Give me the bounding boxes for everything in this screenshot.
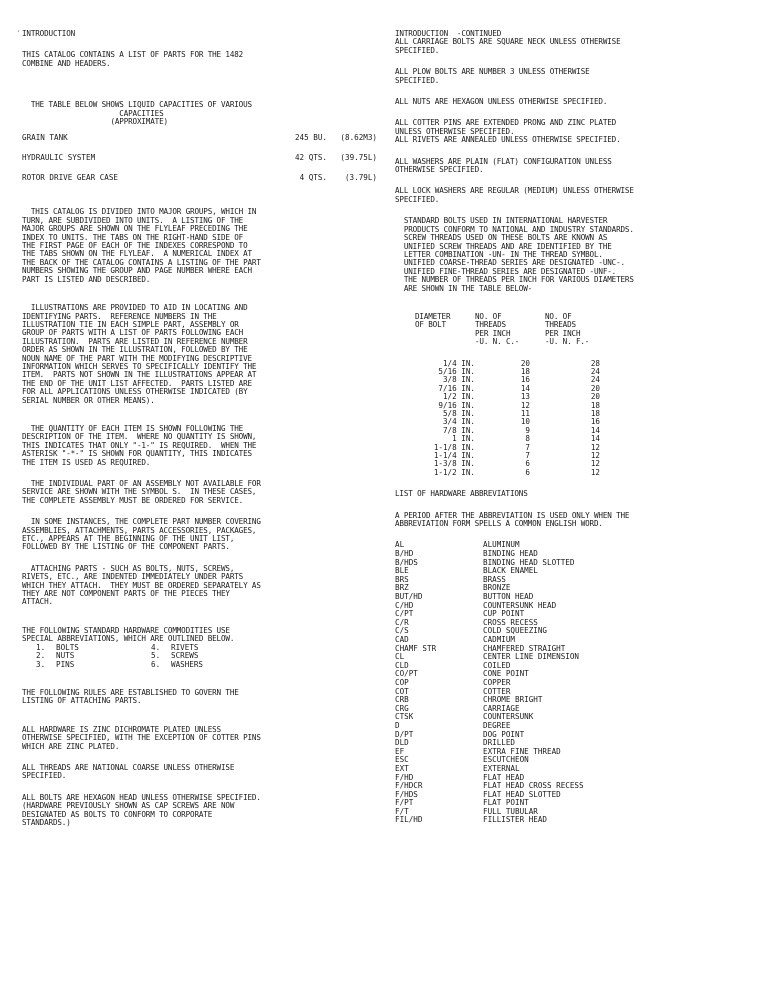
thread-diameter: 3/8 IN. — [442, 375, 475, 385]
abbreviation-meaning: EXTRA FINE THREAD — [483, 746, 561, 756]
abbreviation-meaning: CADMIUM — [483, 635, 516, 644]
capacity-qty: 42 QTS. — [294, 153, 327, 163]
left-column — [22, 30, 377, 827]
abbreviation-code: F/HD — [395, 772, 414, 782]
thread-unc: 20 — [520, 358, 530, 368]
complete-part-paragraph: IN SOME INSTANCES, THE COMPLETE PART NUMBER COVERING ASSEMBLIES, ATTACHMENTS, PARTS ACCESSORIES, PACKAGES, ETC., APPEARS AT THE BEGINNING OF THE UNIT LIST, FOLLOWED BY THE LISTING OF THE COMPONENT PARTS. — [22, 517, 261, 552]
commodity-name: NUTS — [56, 651, 75, 661]
thread-unc: 13 — [520, 392, 530, 402]
thread-unf: 18 — [590, 409, 600, 418]
abbreviation-code: AL — [395, 540, 405, 550]
abbreviation-meaning: FULL TUBULAR — [483, 806, 538, 816]
abbreviation-code: EXT — [395, 763, 409, 773]
abbreviation-code: F/PT — [395, 798, 414, 808]
thread-diameter: 7/16 IN. — [438, 383, 475, 393]
commodity-number: 3. — [36, 659, 46, 669]
abbreviation-code: BUT/HD — [395, 592, 423, 602]
thread-unc: 7 — [525, 451, 530, 461]
abbreviation-meaning: BRONZE — [483, 583, 511, 593]
abbreviation-code: C/R — [395, 617, 409, 627]
thread-unf: 12 — [590, 451, 600, 461]
intro-heading: ' INTRODUCTION — [22, 30, 377, 38]
abbreviation-code: EF — [395, 746, 405, 756]
abbreviation-code: BRS — [395, 574, 409, 584]
nuts-rule: ALL NUTS ARE HEXAGON UNLESS OTHERWISE SPECIFIED. — [395, 97, 608, 107]
thread-diameter: 1-1/4 IN. — [433, 451, 475, 461]
hardware-commodities-paragraph: THE FOLLOWING STANDARD HARDWARE COMMODITIES USE SPECIAL ABBREVIATIONS, WHICH ARE OUTLINED BELOW. — [22, 625, 235, 644]
commodity-name: BOLTS — [56, 642, 79, 652]
thread-diameter: 7/8 IN. — [442, 425, 475, 435]
commodity-name: PINS — [56, 659, 75, 669]
abbreviation-code: D — [395, 720, 400, 730]
thread-diameter: 3/4 IN. — [442, 417, 475, 427]
zinc-plating-rule: ALL HARDWARE IS ZINC DICHROMATE PLATED UNLESS OTHERWISE SPECIFIED, WITH THE EXCEPTION OF COTTER PINS WHICH ARE ZINC PLATED. — [22, 724, 261, 751]
thread-unc: 6 — [525, 467, 530, 477]
abbreviation-code: D/PT — [395, 729, 414, 739]
abbreviation-code: BRZ — [395, 583, 409, 593]
abbreviation-meaning: BINDING HEAD — [483, 549, 538, 559]
thread-unf: 14 — [590, 434, 600, 444]
standard-bolts-paragraph: STANDARD BOLTS USED IN INTERNATIONAL HARVESTER PRODUCTS CONFORM TO NATIONAL AND INDUSTRY STANDARDS. SCREW THREADS USED ON THESE BOLTS ARE KNOWN AS UNIFIED SCREW THREADS AND ARE IDENTIFIED BY THE LETTER COMBINATION -UN- IN THE THREAD SYMBOL. UNIFIED COARSE-THREAD SERIES ARE DESIGNATED -UNC-. UNIFIED FINE-THREAD SERIES ARE DESIGNATED -UNF-. THE NUMBER OF THREADS PER INCH FOR VARIOUS DIAMETERS ARE SHOWN IN THE TABLE BELOW- — [403, 216, 634, 293]
commodity-number: 1. — [36, 642, 46, 652]
lock-washers-rule: ALL LOCK WASHERS ARE REGULAR (MEDIUM) UNLESS OTHERWISE SPECIFIED. — [395, 186, 634, 204]
abbreviation-meaning: EXTERNAL — [483, 763, 520, 773]
abbreviation-meaning: DOG POINT — [483, 729, 525, 739]
plow-bolts-rule: ALL PLOW BOLTS ARE NUMBER 3 UNLESS OTHERWISE SPECIFIED. — [395, 67, 590, 85]
abbreviations-note: A PERIOD AFTER THE ABBREVIATION IS USED ONLY WHEN THE ABBREVIATION FORM SPELLS A COMMON ENGLISH WORD. — [395, 510, 630, 529]
intro-paragraph-1: THIS CATALOG CONTAINS A LIST OF PARTS FOR THE 1482 COMBINE AND HEADERS. — [22, 50, 244, 68]
commodities-list — [36, 644, 377, 669]
abbreviation-meaning: FLAT HEAD CROSS RECESS — [483, 781, 584, 791]
commodity-name: WASHERS — [171, 659, 204, 669]
capacity-metric: (39.75L) — [340, 153, 377, 163]
capacity-name: HYDRAULIC SYSTEM — [22, 153, 96, 163]
capacity-name: ROTOR DRIVE GEAR CASE — [22, 173, 119, 183]
thread-unc: 12 — [520, 400, 530, 410]
abbreviation-meaning: CROSS RECESS — [483, 617, 538, 627]
abbreviation-meaning: BRASS — [483, 574, 506, 584]
abbreviation-code: CHAMF STR — [395, 643, 437, 653]
attaching-parts-paragraph: ATTACHING PARTS - SUCH AS BOLTS, NUTS, SCREWS, RIVETS, ETC., ARE INDENTED IMMEDIATELY UNDER PARTS WHICH THEY ATTACH. THEY MUST BE ORDERED SEPARATELY AS THEY ARE NOT COMPONENT PARTS OF THE PIECES THEY ATTACH. — [22, 563, 261, 607]
thread-unf: 18 — [590, 400, 600, 410]
abbreviation-meaning: CHAMFERED STRAIGHT — [483, 643, 566, 653]
abbreviation-meaning: CHROME BRIGHT — [483, 695, 543, 705]
capacity-qty: 4 QTS. — [299, 173, 327, 183]
abbreviation-meaning: FLAT HEAD SLOTTED — [483, 789, 561, 799]
abbreviation-meaning: COUNTERSUNK — [483, 712, 534, 722]
catalog-division-paragraph: THIS CATALOG IS DIVIDED INTO MAJOR GROUPS, WHICH IN TURN, ARE SUBDIVIDED INTO UNITS. A LISTING OF THE MAJOR GROUPS ARE SHOWN ON THE FLYLEAF PRECEDING THE INDEX TO UNITS. THE TABS ON THE RIGHT-HAND SIDE OF THE FIRST PAGE OF EACH OF THE INDEXES CORRESPOND TO THE TABS SHOWN ON THE FLYLEAF. A NUMERICAL INDEX AT THE BACK OF THE CATALOG CONTAINS A LISTING OF THE PART NUMBERS SHOWING THE GROUP AND PAGE NUMBER WHERE EACH PART IS LISTED AND DESCRIBED. — [22, 207, 261, 284]
thread-unc: 11 — [520, 409, 530, 418]
abbreviation-code: F/HDS — [395, 789, 418, 799]
diameter-column-header: DIAMETER OF BOLT — [415, 311, 451, 330]
thread-unf: 12 — [590, 467, 600, 477]
thread-unc: 9 — [525, 425, 530, 435]
abbreviation-code: C/HD — [395, 600, 414, 610]
thread-unc: 18 — [520, 366, 530, 376]
abbreviation-meaning: ALUMINUM — [483, 540, 520, 550]
thread-unc: 8 — [525, 434, 530, 444]
thread-diameter: 1-1/2 IN. — [433, 467, 475, 477]
abbreviation-code: FIL/HD — [395, 815, 423, 825]
abbreviation-code: BLE — [395, 566, 409, 576]
thread-diameter: 5/16 IN. — [438, 366, 475, 376]
abbreviation-code: C/S — [395, 626, 409, 636]
thread-diameter: 1-3/8 IN. — [433, 459, 475, 469]
thread-unf: 24 — [590, 366, 600, 376]
capacity-name: GRAIN TANK — [22, 133, 68, 143]
abbreviation-code: ESC — [395, 755, 409, 765]
thread-unc: 7 — [525, 442, 530, 452]
abbreviation-meaning: CONE POINT — [483, 669, 529, 679]
abbreviation-code: CLD — [395, 660, 409, 670]
intro-continued-paragraph: INTRODUCTION -CONTINUED ALL CARRIAGE BOLTS ARE SQUARE NECK UNLESS OTHERWISE SPECIFIED. — [395, 29, 621, 55]
capacity-metric: (8.62M3) — [340, 133, 377, 143]
abbreviation-meaning: CUP POINT — [483, 609, 525, 619]
abbreviation-meaning: COLD SQUEEZING — [483, 626, 548, 636]
capacity-row — [22, 154, 377, 168]
abbreviation-code: CRG — [395, 703, 409, 713]
thread-diameter: 1/2 IN. — [442, 392, 475, 402]
abbreviation-code: C/PT — [395, 609, 414, 619]
thread-unc: 6 — [525, 459, 530, 469]
abbreviation-meaning: COILED — [483, 660, 511, 670]
rules-paragraph: THE FOLLOWING RULES ARE ESTABLISHED TO GOVERN THE LISTING OF ATTACHING PARTS. — [22, 687, 239, 706]
thread-diameter: 5/8 IN. — [442, 409, 475, 418]
individual-part-paragraph: THE INDIVIDUAL PART OF AN ASSEMBLY NOT AVAILABLE FOR SERVICE ARE SHOWN WITH THE SYMBOL S. IN THESE CASES, THE COMPLETE ASSEMBLY MUST BE ORDERED FOR SERVICE. — [22, 479, 261, 505]
abbreviation-meaning: CENTER LINE DIMENSION — [483, 652, 580, 662]
washers-rule: ALL WASHERS ARE PLAIN (FLAT) CONFIGURATION UNLESS OTHERWISE SPECIFIED. — [395, 156, 612, 175]
thread-unf: 12 — [590, 442, 600, 452]
commodity-name: SCREWS — [171, 651, 199, 661]
abbreviation-meaning: FLAT POINT — [483, 798, 529, 808]
thread-diameter: 9/16 IN. — [438, 400, 475, 410]
capacity-qty: 245 BU. — [294, 133, 327, 143]
cotter-pins-rule: ALL COTTER PINS ARE EXTENDED PRONG AND ZINC PLATED UNLESS OTHERWISE SPECIFIED. ALL RIVETS ARE ANNEALED UNLESS OTHERWISE SPECIFIED. — [395, 118, 621, 145]
capacities-table — [22, 134, 377, 188]
abbreviation-code: CRB — [395, 695, 409, 705]
abbreviation-meaning: CARRIAGE — [483, 703, 520, 713]
thread-unf: 16 — [590, 417, 600, 427]
abbreviation-code: CTSK — [395, 712, 414, 722]
thread-unc: 16 — [520, 375, 530, 385]
thread-unc: 10 — [520, 417, 530, 427]
thread-unf: 12 — [590, 459, 600, 469]
capacity-row — [22, 134, 377, 148]
thread-diameter: 1 IN. — [452, 434, 475, 444]
unf-column-header: NO. OF THREADS PER INCH -U. N. F.- — [545, 311, 590, 347]
abbreviation-code: COP — [395, 677, 409, 687]
thread-unf: 20 — [590, 392, 600, 402]
thread-unf: 24 — [590, 375, 600, 385]
abbreviation-meaning: BINDING HEAD SLOTTED — [483, 557, 575, 567]
abbreviation-code: B/HDS — [395, 557, 418, 567]
thread-table-header — [415, 313, 760, 347]
unc-column-header: NO. OF THREADS PER INCH -U. N. C.- — [475, 311, 520, 347]
abbreviation-meaning: FILLISTER HEAD — [483, 815, 548, 825]
commodity-number: 4. — [151, 642, 161, 652]
thread-diameter: 1-1/8 IN. — [433, 442, 475, 452]
abbreviation-meaning: ESCUTCHEON — [483, 755, 529, 765]
abbreviation-code: CO/PT — [395, 669, 418, 679]
abbreviation-code: CAD — [395, 635, 409, 644]
commodity-number: 2. — [36, 651, 46, 661]
quantity-paragraph: THE QUANTITY OF EACH ITEM IS SHOWN FOLLOWING THE DESCRIPTION OF THE ITEM. WHERE NO QUANTITY IS SHOWN, THIS INDICATES THAT ONLY "-1-" IS REQUIRED. WHEN THE ASTERISK "-*-" IS SHOWN FOR QUANTITY, THIS INDICATES THE ITEM IS USED AS REQUIRED. — [22, 423, 257, 467]
thread-unc: 14 — [520, 383, 530, 393]
abbreviation-meaning: COTTER — [483, 686, 511, 696]
thread-unf: 14 — [590, 425, 600, 435]
abbreviation-meaning: COUNTERSUNK HEAD — [483, 600, 557, 610]
thread-diameter: 1/4 IN. — [442, 358, 475, 368]
abbreviation-code: B/HD — [395, 549, 414, 559]
capacities-intro: THE TABLE BELOW SHOWS LIQUID CAPACITIES OF VARIOUS CAPACITIES (APPROXIMATE) — [30, 100, 252, 127]
abbreviation-code: F/T — [395, 806, 409, 816]
abbreviations-heading: LIST OF HARDWARE ABBREVIATIONS — [395, 489, 528, 499]
right-column — [395, 30, 760, 825]
capacity-metric: (3.79L) — [344, 173, 377, 183]
abbreviation-meaning: DEGREE — [483, 720, 511, 730]
commodity-number: 6. — [151, 659, 161, 669]
abbreviation-meaning: COPPER — [483, 677, 511, 687]
abbreviation-meaning: DRILLED — [483, 738, 516, 748]
thread-unf: 20 — [590, 383, 600, 393]
abbreviation-code: F/HDCR — [395, 781, 423, 791]
illustrations-paragraph: ILLUSTRATIONS ARE PROVIDED TO AID IN LOCATING AND IDENTIFYING PARTS. REFERENCE NUMBERS IN THE ILLUSTRATION TIE IN EACH SIMPLE PART, ASSEMBLY OR GROUP OF PARTS WITH A LIST OF PARTS FOLLOWING EACH ILLUSTRATION. PARTS ARE LISTED IN REFERENCE NUMBER ORDER AS SHOWN IN THE ILLUSTRATION, FOLLOWED BY THE NOUN NAME OF THE PART WITH THE MODIFYING DESCRIPTIVE INFORMATION WHICH SERVES TO SPECIFICALLY IDENTIFY THE ITEM. PARTS NOT SHOWN IN THE ILLUSTRATIONS APPEAR AT THE END OF THE UNIT LIST AFFECTED. PARTS LISTED ARE FOR ALL APPLICATIONS UNLESS OTHERWISE INDICATED (BY SERIAL NUMBER OR OTHER MEANS). — [22, 303, 257, 405]
thread-table-body — [415, 360, 760, 478]
capacity-row — [22, 174, 377, 188]
threads-rule: ALL THREADS ARE NATIONAL COARSE UNLESS OTHERWISE SPECIFIED. — [22, 762, 235, 781]
abbreviation-code: COT — [395, 686, 409, 696]
abbreviation-meaning: BLACK ENAMEL — [483, 566, 538, 576]
abbreviation-code: DLD — [395, 738, 409, 748]
abbreviation-meaning: FLAT HEAD — [483, 772, 525, 782]
abbreviations-list — [395, 541, 760, 825]
thread-unf: 28 — [590, 358, 600, 368]
commodity-number: 5. — [151, 651, 161, 661]
commodity-name: RIVETS — [171, 642, 199, 652]
hexagon-bolts-rule: ALL BOLTS ARE HEXAGON HEAD UNLESS OTHERWISE SPECIFIED. (HARDWARE PREVIOUSLY SHOWN AS CAP SCREWS ARE NOW DESIGNATED AS BOLTS TO CONFORM TO CORPORATE STANDARDS.) — [22, 792, 261, 827]
abbreviation-code: CL — [395, 652, 405, 662]
abbreviation-meaning: BUTTON HEAD — [483, 592, 534, 602]
